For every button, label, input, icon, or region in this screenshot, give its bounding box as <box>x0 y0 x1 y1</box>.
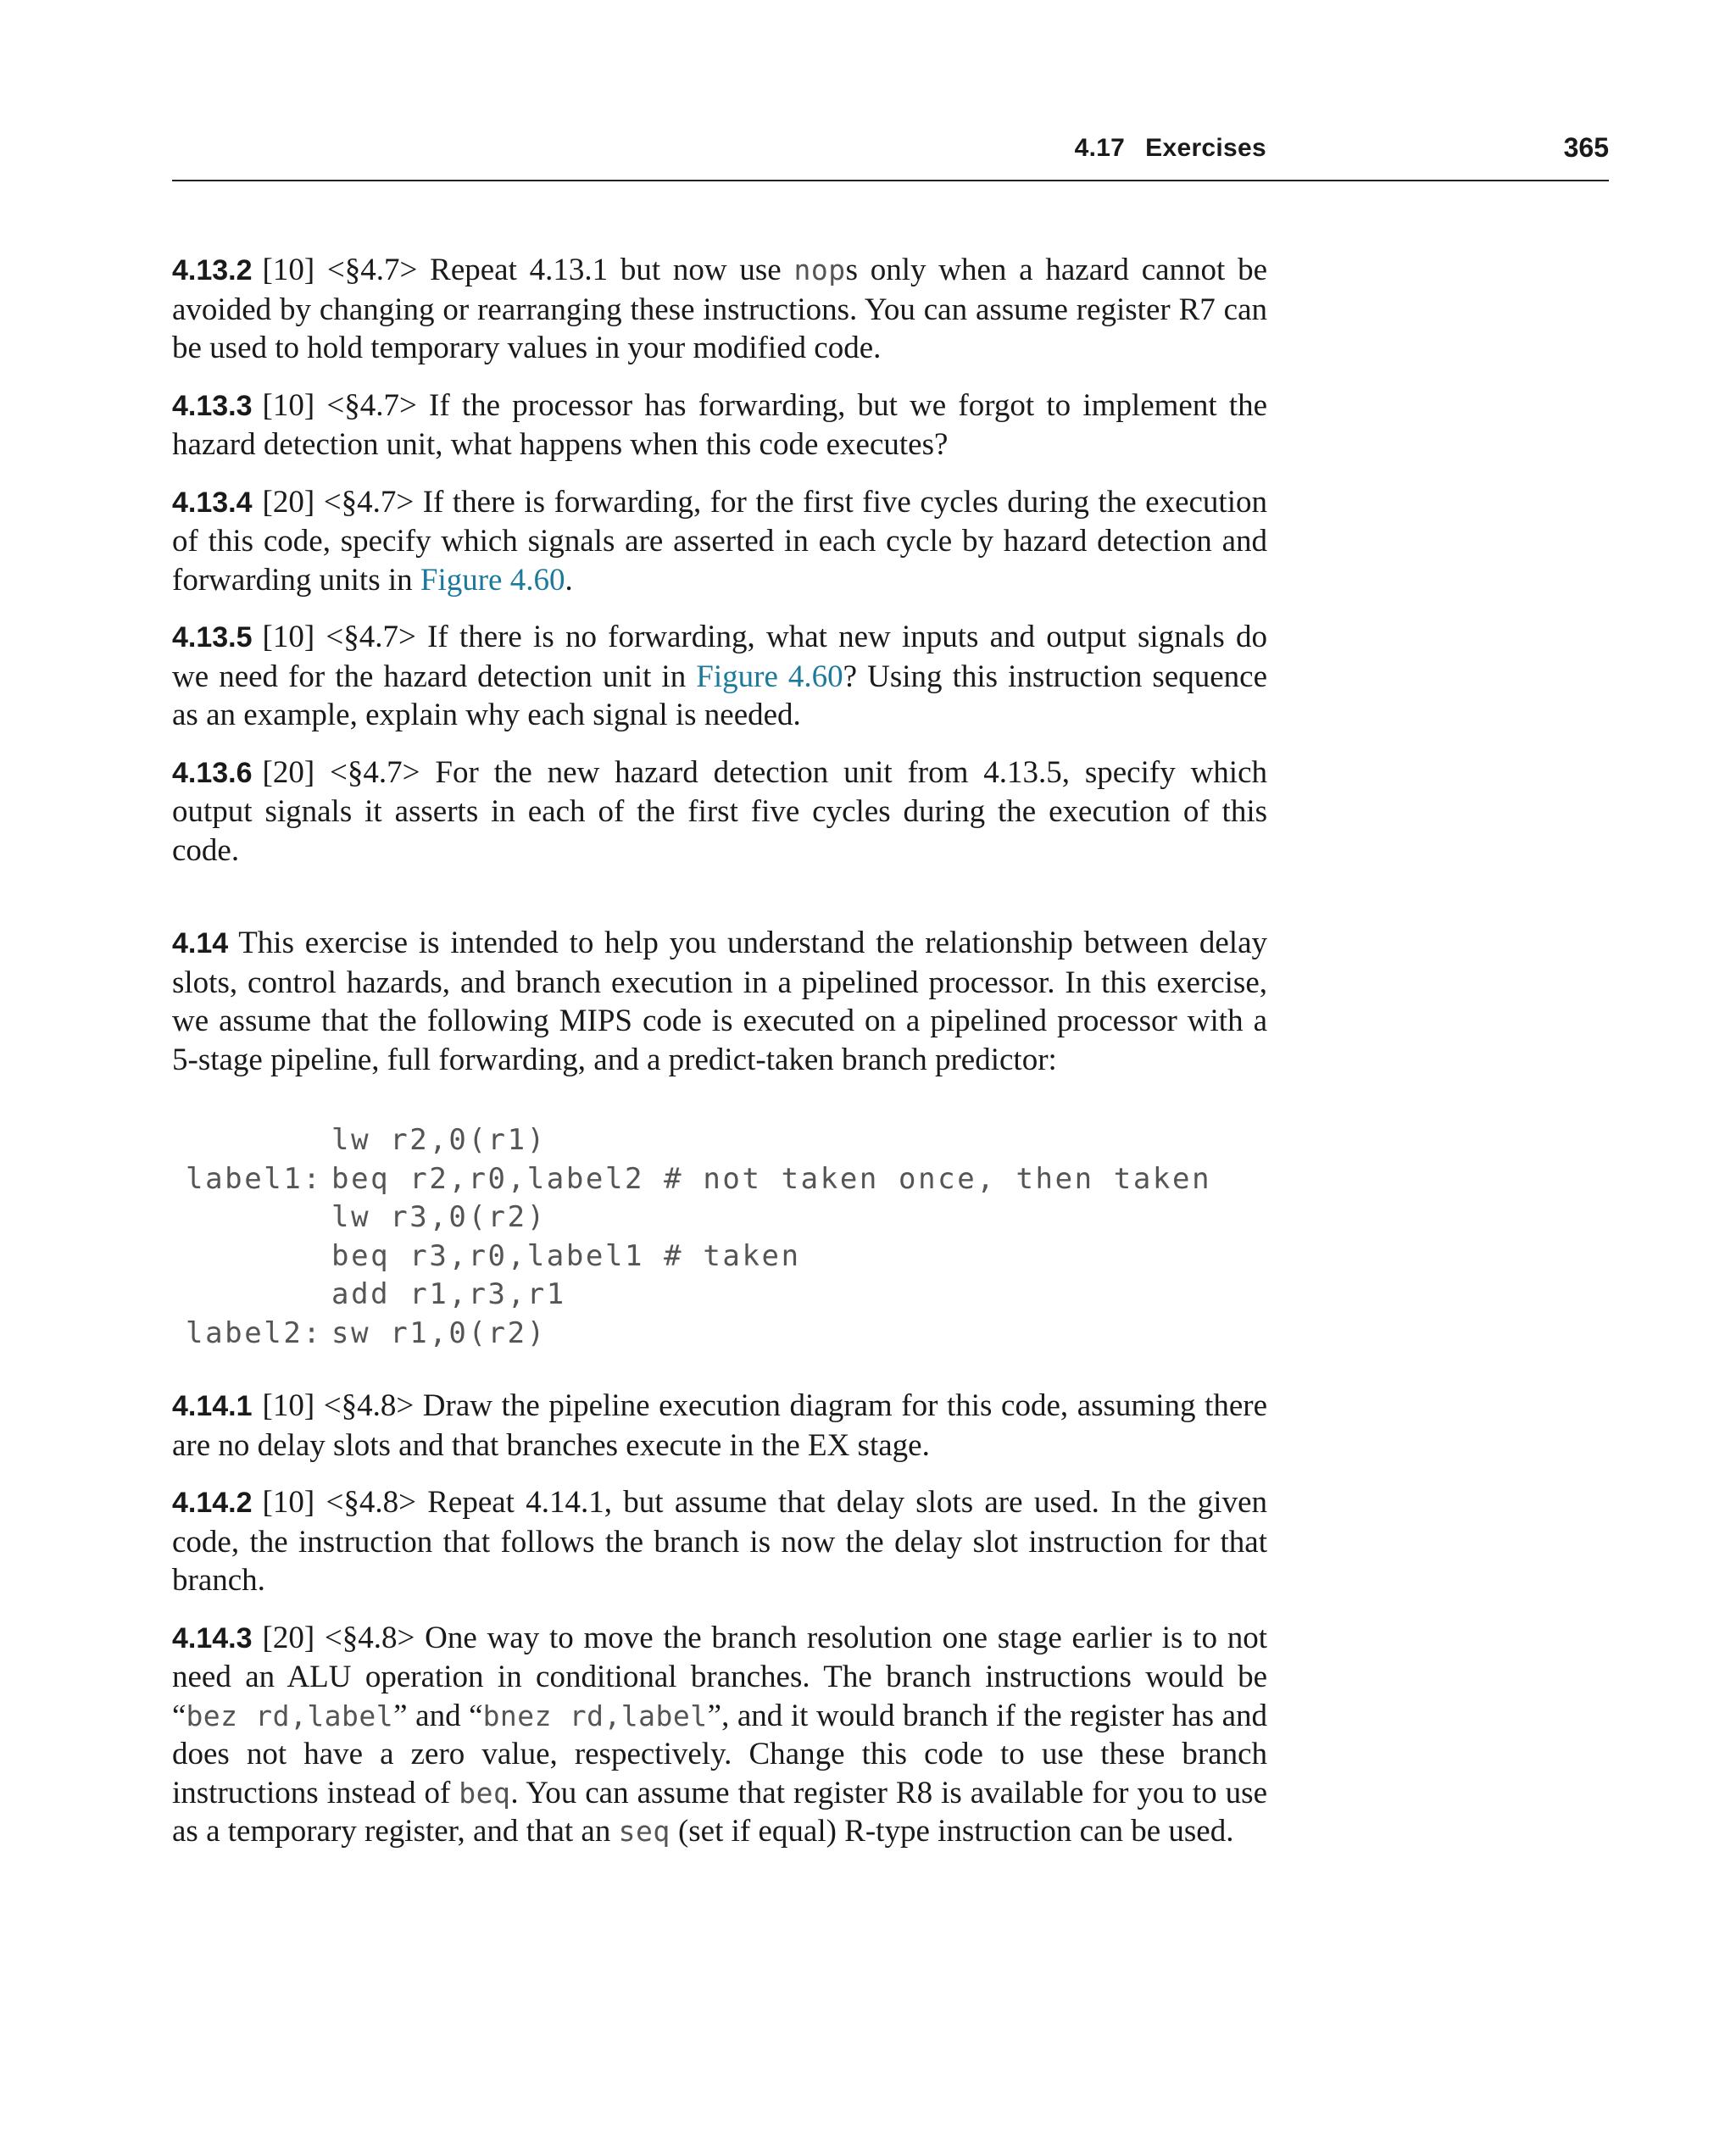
page-number: 365 <box>1563 132 1609 163</box>
exercise-text: [20] <§4.8> One way to move the branch resolution one stage earlier is to not need an ALU operation in conditional branches. The branch instructions would be “ <box>172 1620 1267 1733</box>
code-line <box>186 1315 1267 1354</box>
exercise-text: [10] <§4.7> Repeat 4.13.1 but now use <box>262 253 794 287</box>
code-line <box>186 1198 1267 1237</box>
code-instruction: sw r1,0(r2) <box>331 1315 547 1350</box>
code-inline: beq <box>459 1776 511 1810</box>
exercise-4-14 <box>172 924 1267 1079</box>
exercise-number: 4.13.3 <box>172 389 253 422</box>
figure-link[interactable]: Figure 4.60 <box>696 659 843 694</box>
exercise-text: s only when a hazard cannot be avoided by changing or rearranging these instructions. You can assume register R7 can be used to hold temporary values in your modified code. <box>172 253 1267 365</box>
code-inline: nop <box>793 253 846 286</box>
exercise-text: . <box>565 562 573 598</box>
exercise-4-14-1 <box>172 1387 1267 1465</box>
running-head <box>172 127 1609 181</box>
exercise-4-13-3 <box>172 386 1267 464</box>
exercise-text: This exercise is intended to help you understand the relationship between delay slots, control hazards, and branch execution in a pipelined processor. In this exercise, we assume that the following MIPS code is executed on a pipelined processor with a 5-stage pipeline, full forwarding, and a predict-taken branch predictor: <box>172 926 1267 1077</box>
figure-link[interactable]: Figure 4.60 <box>420 562 565 598</box>
page-body <box>172 251 1267 1870</box>
code-listing <box>186 1121 1267 1353</box>
exercise-number: 4.13.2 <box>172 254 253 286</box>
section-title: Exercises <box>1145 134 1266 162</box>
code-line <box>186 1276 1267 1315</box>
exercise-4-13-5 <box>172 618 1267 735</box>
code-line <box>186 1237 1267 1276</box>
code-instruction: add r1,r3,r1 <box>331 1277 566 1311</box>
code-label: label2: <box>186 1315 323 1350</box>
exercise-text: (set if equal) R-type instruction can be used. <box>670 1814 1234 1849</box>
exercise-text: [20] <§4.7> For the new hazard detection unit from 4.13.5, specify which output signals it asserts in each of the first five cycles during the execution of this code. <box>172 754 1267 868</box>
code-label: label1: <box>186 1161 323 1196</box>
exercise-text: [10] <§4.8> Draw the pipeline execution diagram for this code, assuming there are no delay slots and that branches execute in the EX stage. <box>172 1388 1267 1463</box>
code-inline: bnez rd,label <box>482 1699 708 1732</box>
exercise-number: 4.13.5 <box>172 621 253 653</box>
exercise-4-13-6 <box>172 754 1267 870</box>
code-inline: bez rd,label <box>186 1699 394 1732</box>
exercise-number: 4.14.3 <box>172 1621 253 1654</box>
exercise-text: ” and “ <box>393 1698 483 1733</box>
code-line <box>186 1121 1267 1160</box>
exercise-4-14-3 <box>172 1619 1267 1851</box>
exercise-text: [10] <§4.7> If the processor has forwarding, but we forgot to implement the hazard detection unit, what happens when this code executes? <box>172 387 1267 462</box>
code-instruction: beq r3,r0,label1 # taken <box>331 1238 801 1273</box>
exercise-number: 4.13.4 <box>172 486 253 519</box>
exercise-4-13-2 <box>172 251 1267 368</box>
section-heading <box>1075 134 1266 163</box>
exercise-4-13-4 <box>172 483 1267 600</box>
code-instruction: lw r2,0(r1) <box>331 1123 547 1157</box>
code-instruction: lw r3,0(r2) <box>331 1200 547 1234</box>
code-instruction: beq r2,r0,label2 # not taken once, then taken <box>331 1161 1212 1196</box>
exercise-number: 4.14 <box>172 927 229 959</box>
exercise-4-14-2 <box>172 1483 1267 1600</box>
exercise-number: 4.14.2 <box>172 1487 253 1519</box>
code-inline: seq <box>618 1815 670 1848</box>
code-line <box>186 1160 1267 1199</box>
section-number: 4.17 <box>1074 134 1126 162</box>
exercise-text: ”, and it would branch if the register has and does not have a zero value, respectively. Change this code to use these branch instructions instead of <box>172 1698 1267 1810</box>
exercise-text: [10] <§4.7> If there is no forwarding, what new inputs and output signals do we need for the hazard detection unit in <box>172 620 1267 694</box>
exercise-text: . You can assume that register R8 is available for you to use as a temporary register, and that an <box>172 1775 1267 1849</box>
exercise-text: [10] <§4.8> Repeat 4.14.1, but assume that delay slots are used. In the given code, the instruction that follows the branch is now the delay slot instruction for that branch. <box>172 1485 1267 1598</box>
exercise-text: [20] <§4.7> If there is forwarding, for the first five cycles during the execution of this code, specify which signals are asserted in each cycle by hazard detection and forwarding units in <box>172 484 1267 598</box>
exercise-number: 4.14.1 <box>172 1390 253 1422</box>
exercise-number: 4.13.6 <box>172 756 253 789</box>
exercise-text: ? Using this instruction sequence as an example, explain why each signal is needed. <box>172 659 1267 732</box>
